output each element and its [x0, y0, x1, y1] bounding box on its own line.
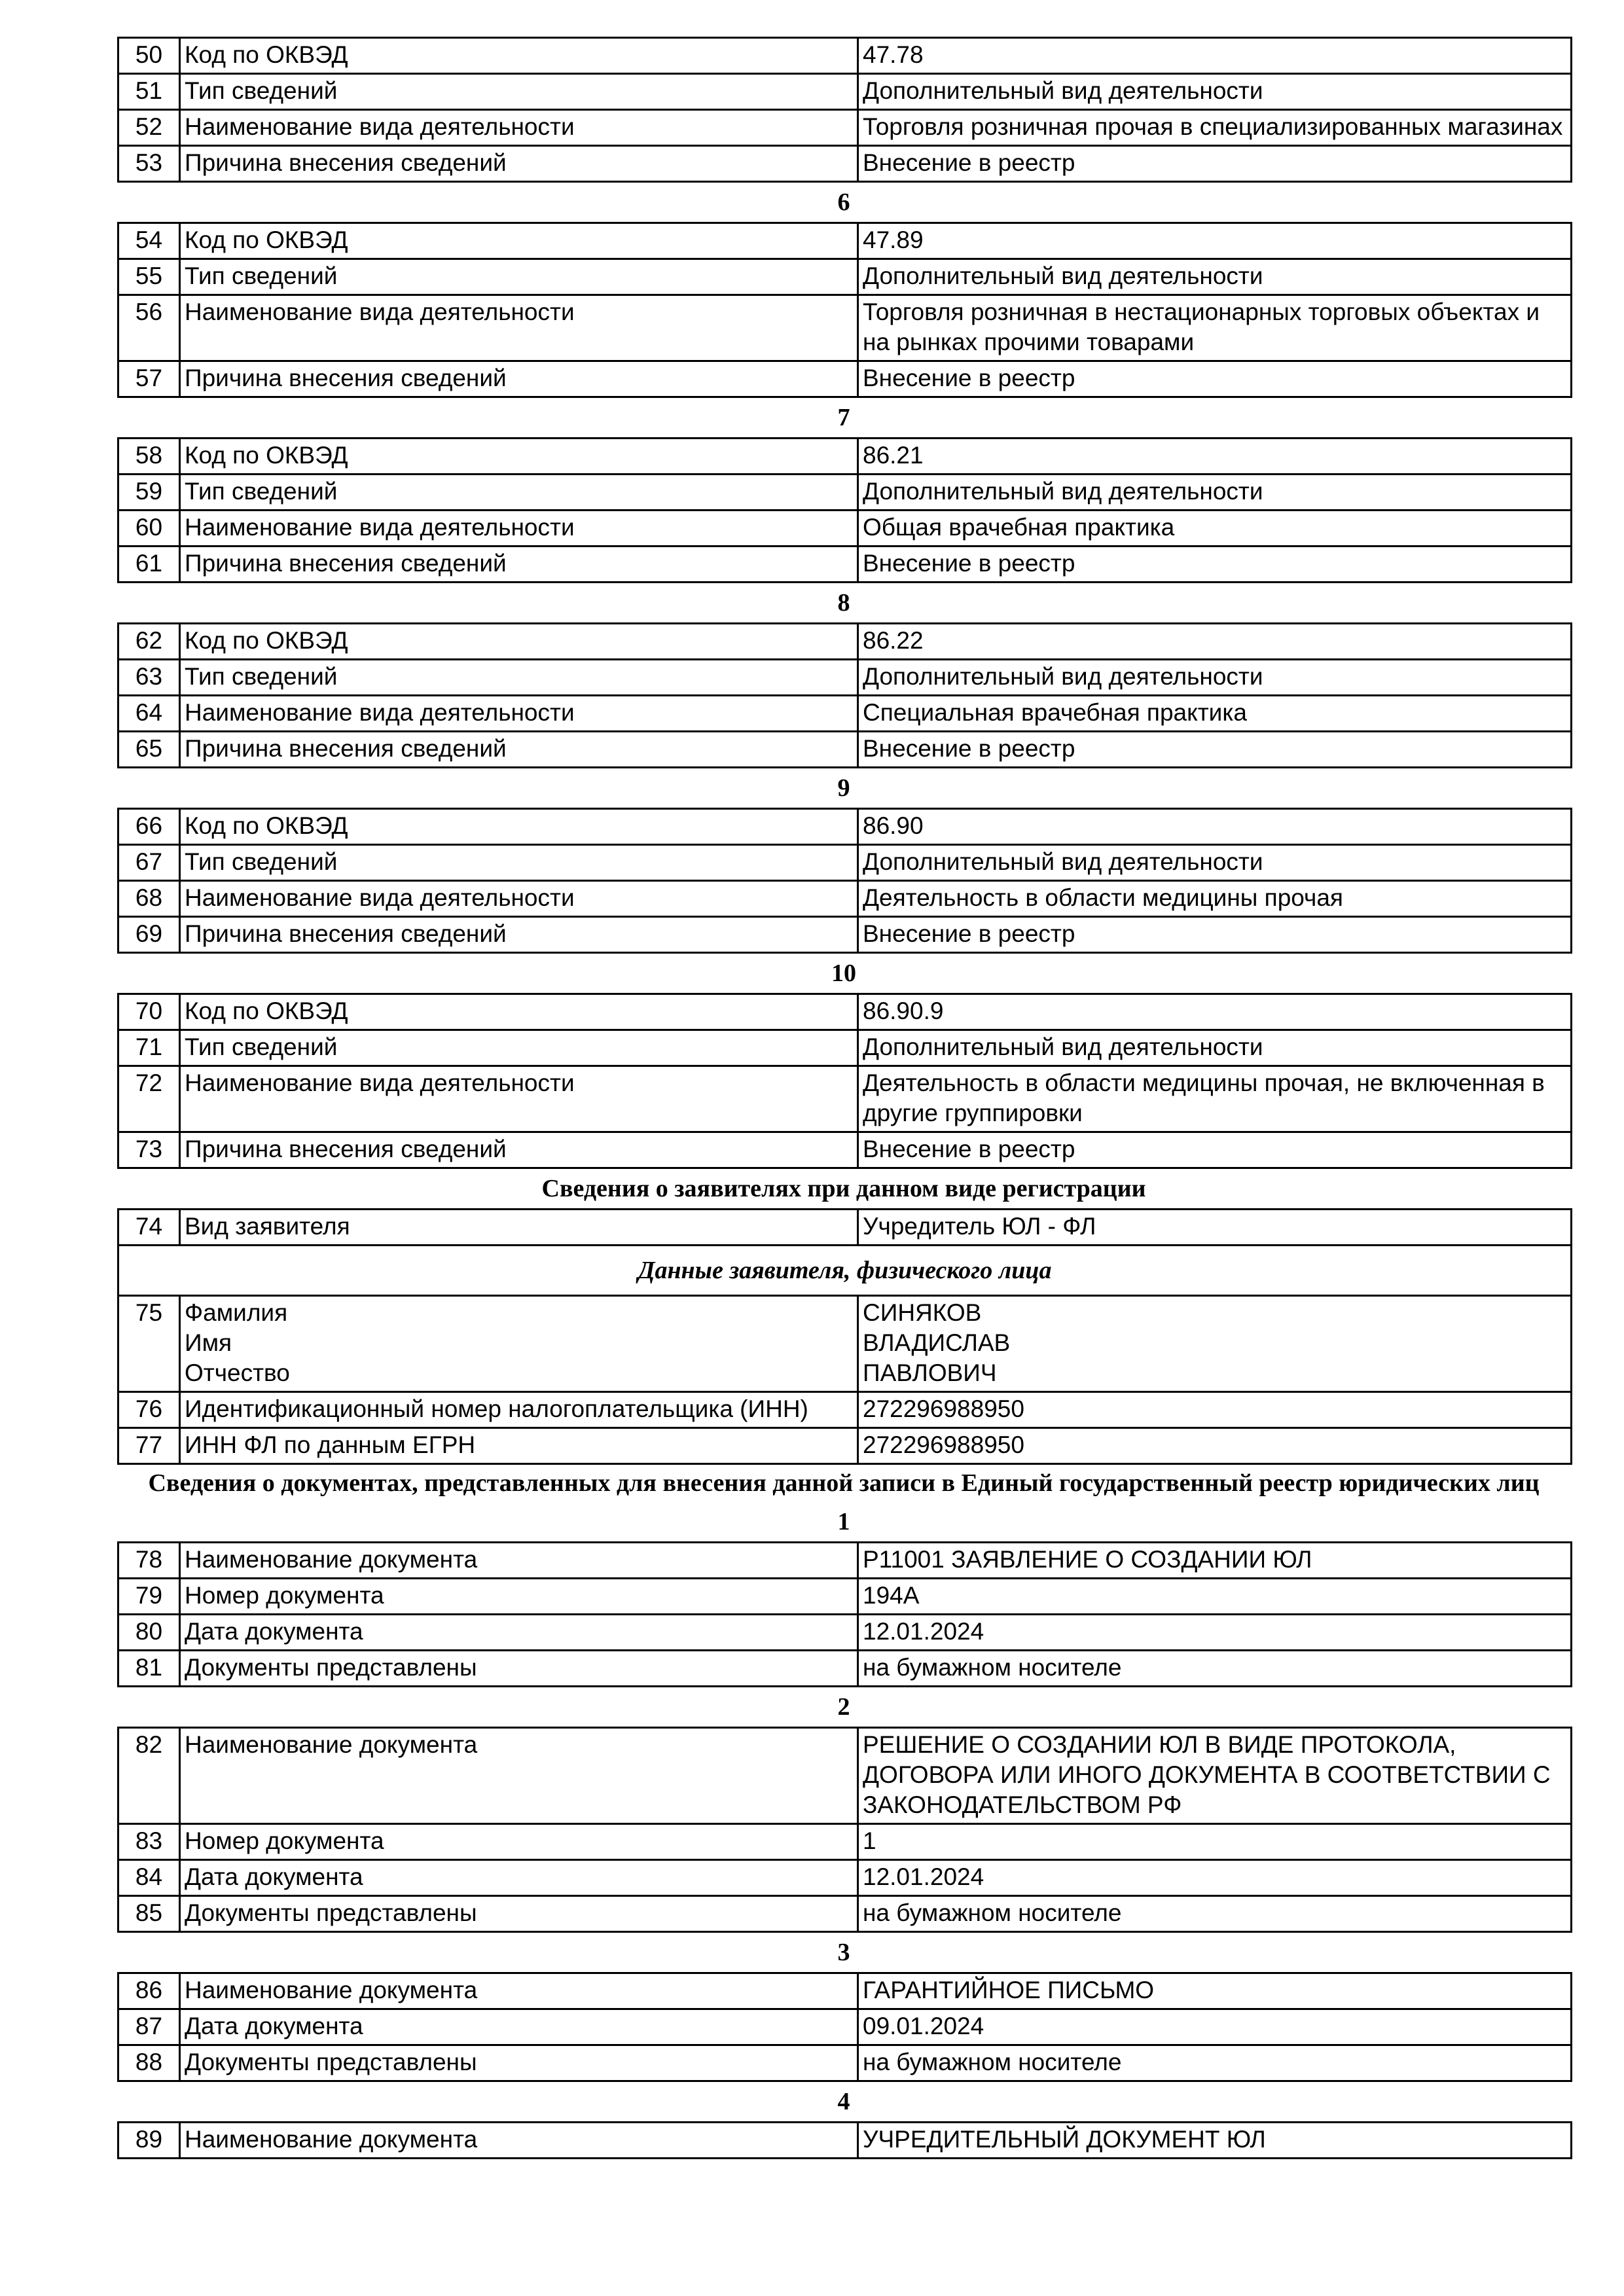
- table-row: [118, 1246, 1572, 1296]
- row-number: 80: [118, 1615, 180, 1651]
- field-label: Номер документа: [180, 1824, 858, 1860]
- section-heading: Сведения о документах, представленных для внесения данной записи в Единый государственный реестр юридических лиц: [148, 1469, 1540, 1497]
- field-value: Дополнительный вид деятельности: [858, 259, 1572, 295]
- field-value: Учредитель ЮЛ - ФЛ: [858, 1210, 1572, 1246]
- field-label-line: Отчество: [185, 1359, 290, 1386]
- record-table: [117, 222, 1572, 398]
- field-value: Внесение в реестр: [858, 146, 1572, 182]
- row-number: 85: [118, 1896, 180, 1932]
- group-number-heading: 7: [837, 404, 850, 431]
- record-table: [117, 2121, 1572, 2159]
- row-number: 89: [118, 2123, 180, 2159]
- row-number: 73: [118, 1132, 180, 1168]
- field-label-line: Имя: [185, 1329, 232, 1356]
- field-label: Причина внесения сведений: [180, 732, 858, 768]
- field-label: Наименование вида деятельности: [180, 1066, 858, 1132]
- row-number: 70: [118, 994, 180, 1030]
- group-number-heading: 10: [831, 960, 856, 987]
- row-number: 64: [118, 696, 180, 732]
- table-row: [118, 146, 1572, 182]
- group-number-heading: 6: [837, 188, 850, 216]
- table-row: [118, 881, 1572, 917]
- field-value: Дополнительный вид деятельности: [858, 475, 1572, 511]
- row-number: 58: [118, 439, 180, 475]
- field-value: Деятельность в области медицины прочая: [858, 881, 1572, 917]
- row-number: 83: [118, 1824, 180, 1860]
- record-table: [117, 37, 1572, 183]
- record-table: [117, 1541, 1572, 1687]
- field-label: Код по ОКВЭД: [180, 624, 858, 660]
- field-label: Документы представлены: [180, 1651, 858, 1687]
- field-value: на бумажном носителе: [858, 2045, 1572, 2081]
- record-table: [117, 993, 1572, 1169]
- table-row: [118, 917, 1572, 953]
- field-value: 86.90: [858, 809, 1572, 845]
- row-number: 87: [118, 2009, 180, 2045]
- row-number: 79: [118, 1579, 180, 1615]
- row-number: 65: [118, 732, 180, 768]
- field-label: Тип сведений: [180, 1030, 858, 1066]
- row-number: 82: [118, 1728, 180, 1824]
- field-value: Внесение в реестр: [858, 361, 1572, 397]
- field-label: Дата документа: [180, 1615, 858, 1651]
- field-value: 47.78: [858, 38, 1572, 74]
- table-row: [118, 1579, 1572, 1615]
- field-label: Наименование вида деятельности: [180, 110, 858, 146]
- field-value: [858, 1296, 1572, 1392]
- field-value: 09.01.2024: [858, 2009, 1572, 2045]
- row-number: 86: [118, 1973, 180, 2009]
- field-value: на бумажном носителе: [858, 1896, 1572, 1932]
- table-row: [118, 74, 1572, 110]
- field-value: 86.90.9: [858, 994, 1572, 1030]
- field-label: Код по ОКВЭД: [180, 38, 858, 74]
- row-number: 53: [118, 146, 180, 182]
- row-number: 54: [118, 223, 180, 259]
- table-row: [118, 660, 1572, 696]
- table-row: [118, 2045, 1572, 2081]
- table-row: [118, 1543, 1572, 1579]
- table-row: [118, 1860, 1572, 1896]
- table-row: [118, 732, 1572, 768]
- row-number: 71: [118, 1030, 180, 1066]
- table-row: [118, 1615, 1572, 1651]
- field-label: Тип сведений: [180, 259, 858, 295]
- table-row: [118, 2123, 1572, 2159]
- row-number: 75: [118, 1296, 180, 1392]
- field-value-line: ПАВЛОВИЧ: [863, 1359, 997, 1386]
- field-value: Внесение в реестр: [858, 1132, 1572, 1168]
- table-row: [118, 38, 1572, 74]
- field-value: Торговля розничная прочая в специализированных магазинах: [858, 110, 1572, 146]
- field-label: Документы представлены: [180, 1896, 858, 1932]
- field-label: [180, 1296, 858, 1392]
- field-label: Тип сведений: [180, 845, 858, 881]
- record-table: [117, 1972, 1572, 2082]
- field-label: Тип сведений: [180, 74, 858, 110]
- field-value: УЧРЕДИТЕЛЬНЫЙ ДОКУМЕНТ ЮЛ: [858, 2123, 1572, 2159]
- field-value: 272296988950: [858, 1428, 1572, 1464]
- field-value: 12.01.2024: [858, 1615, 1572, 1651]
- field-label: Наименование документа: [180, 1728, 858, 1824]
- table-row: [118, 511, 1572, 547]
- row-number: 74: [118, 1210, 180, 1246]
- table-row: [118, 845, 1572, 881]
- field-value: Дополнительный вид деятельности: [858, 1030, 1572, 1066]
- table-row: [118, 361, 1572, 397]
- table-row: [118, 110, 1572, 146]
- field-value: 194А: [858, 1579, 1572, 1615]
- table-row: [118, 1392, 1572, 1428]
- row-number: 59: [118, 475, 180, 511]
- table-row: [118, 1296, 1572, 1392]
- field-value: 86.21: [858, 439, 1572, 475]
- field-value: 1: [858, 1824, 1572, 1860]
- field-label: Тип сведений: [180, 660, 858, 696]
- table-row: [118, 2009, 1572, 2045]
- group-number-heading: 2: [837, 1693, 850, 1721]
- row-number: 69: [118, 917, 180, 953]
- table-row: [118, 1728, 1572, 1824]
- field-label: Тип сведений: [180, 475, 858, 511]
- field-value: ГАРАНТИЙНОЕ ПИСЬМО: [858, 1973, 1572, 2009]
- field-value-line: СИНЯКОВ: [863, 1299, 982, 1326]
- field-value: 86.22: [858, 624, 1572, 660]
- field-label: Причина внесения сведений: [180, 146, 858, 182]
- table-row: [118, 1651, 1572, 1687]
- egrul-extract-page: [117, 37, 1570, 2159]
- row-number: 57: [118, 361, 180, 397]
- field-label: Дата документа: [180, 2009, 858, 2045]
- row-number: 67: [118, 845, 180, 881]
- table-row: [118, 1428, 1572, 1464]
- field-value: Р11001 ЗАЯВЛЕНИЕ О СОЗДАНИИ ЮЛ: [858, 1543, 1572, 1579]
- field-value: Дополнительный вид деятельности: [858, 845, 1572, 881]
- field-label: Причина внесения сведений: [180, 361, 858, 397]
- field-label: Причина внесения сведений: [180, 1132, 858, 1168]
- row-number: 52: [118, 110, 180, 146]
- field-label: Код по ОКВЭД: [180, 439, 858, 475]
- row-number: 51: [118, 74, 180, 110]
- field-label-line: Фамилия: [185, 1299, 288, 1326]
- table-row: [118, 1973, 1572, 2009]
- field-label: Дата документа: [180, 1860, 858, 1896]
- field-value: Дополнительный вид деятельности: [858, 74, 1572, 110]
- record-table: [117, 1727, 1572, 1933]
- field-label: Наименование документа: [180, 1543, 858, 1579]
- field-value: 272296988950: [858, 1392, 1572, 1428]
- table-row: [118, 295, 1572, 361]
- table-row: [118, 1030, 1572, 1066]
- field-label: Наименование документа: [180, 1973, 858, 2009]
- table-row: [118, 994, 1572, 1030]
- table-row: [118, 547, 1572, 583]
- field-value: Торговля розничная в нестационарных торговых объектах и на рынках прочими товарами: [858, 295, 1572, 361]
- field-value: Внесение в реестр: [858, 917, 1572, 953]
- field-value: на бумажном носителе: [858, 1651, 1572, 1687]
- table-row: [118, 1066, 1572, 1132]
- row-number: 78: [118, 1543, 180, 1579]
- record-table: [117, 437, 1572, 583]
- field-value: Специальная врачебная практика: [858, 696, 1572, 732]
- group-number-heading: 8: [837, 589, 850, 617]
- field-value: РЕШЕНИЕ О СОЗДАНИИ ЮЛ В ВИДЕ ПРОТОКОЛА, ДОГОВОРА ИЛИ ИНОГО ДОКУМЕНТА В СООТВЕТСТВИИ С ЗАКОНОДАТЕЛЬСТВОМ РФ: [858, 1728, 1572, 1824]
- field-label: Идентификационный номер налогоплательщика (ИНН): [180, 1392, 858, 1428]
- field-label: Причина внесения сведений: [180, 917, 858, 953]
- table-row: [118, 1132, 1572, 1168]
- field-label: Наименование документа: [180, 2123, 858, 2159]
- table-row: [118, 475, 1572, 511]
- table-row: [118, 439, 1572, 475]
- row-number: 66: [118, 809, 180, 845]
- record-table: [117, 808, 1572, 954]
- record-table: [117, 622, 1572, 768]
- row-number: 50: [118, 38, 180, 74]
- group-number-heading: 4: [837, 2088, 850, 2115]
- row-number: 61: [118, 547, 180, 583]
- field-value: Внесение в реестр: [858, 732, 1572, 768]
- field-value: Деятельность в области медицины прочая, не включенная в другие группировки: [858, 1066, 1572, 1132]
- row-number: 77: [118, 1428, 180, 1464]
- field-label: Код по ОКВЭД: [180, 223, 858, 259]
- group-number-heading: 9: [837, 774, 850, 802]
- field-label: ИНН ФЛ по данным ЕГРН: [180, 1428, 858, 1464]
- group-number-heading: 1: [837, 1508, 850, 1535]
- row-number: 60: [118, 511, 180, 547]
- row-number: 55: [118, 259, 180, 295]
- row-number: 56: [118, 295, 180, 361]
- table-row: [118, 259, 1572, 295]
- field-label: Документы представлены: [180, 2045, 858, 2081]
- field-label: Код по ОКВЭД: [180, 994, 858, 1030]
- table-row: [118, 624, 1572, 660]
- row-number: 68: [118, 881, 180, 917]
- field-label: Вид заявителя: [180, 1210, 858, 1246]
- group-number-heading: 3: [837, 1939, 850, 1966]
- table-row: [118, 809, 1572, 845]
- row-number: 62: [118, 624, 180, 660]
- group-number-heading: Сведения о заявителях при данном виде регистрации: [541, 1175, 1146, 1202]
- row-number: 84: [118, 1860, 180, 1896]
- field-label: Наименование вида деятельности: [180, 696, 858, 732]
- table-row: [118, 1210, 1572, 1246]
- row-number: 72: [118, 1066, 180, 1132]
- table-row: [118, 1824, 1572, 1860]
- table-row: [118, 696, 1572, 732]
- row-number: 81: [118, 1651, 180, 1687]
- field-value: Внесение в реестр: [858, 547, 1572, 583]
- table-row: [118, 223, 1572, 259]
- field-value: Дополнительный вид деятельности: [858, 660, 1572, 696]
- field-label: Наименование вида деятельности: [180, 881, 858, 917]
- field-value: 47.89: [858, 223, 1572, 259]
- field-value-line: ВЛАДИСЛАВ: [863, 1329, 1011, 1356]
- field-label: Наименование вида деятельности: [180, 511, 858, 547]
- record-table: [117, 1208, 1572, 1465]
- field-value: 12.01.2024: [858, 1860, 1572, 1896]
- field-label: Номер документа: [180, 1579, 858, 1615]
- row-number: 63: [118, 660, 180, 696]
- field-label: Причина внесения сведений: [180, 547, 858, 583]
- row-number: 88: [118, 2045, 180, 2081]
- field-label: Код по ОКВЭД: [180, 809, 858, 845]
- field-value: Общая врачебная практика: [858, 511, 1572, 547]
- applicant-subheading: Данные заявителя, физического лица: [118, 1246, 1572, 1296]
- row-number: 76: [118, 1392, 180, 1428]
- field-label: Наименование вида деятельности: [180, 295, 858, 361]
- table-row: [118, 1896, 1572, 1932]
